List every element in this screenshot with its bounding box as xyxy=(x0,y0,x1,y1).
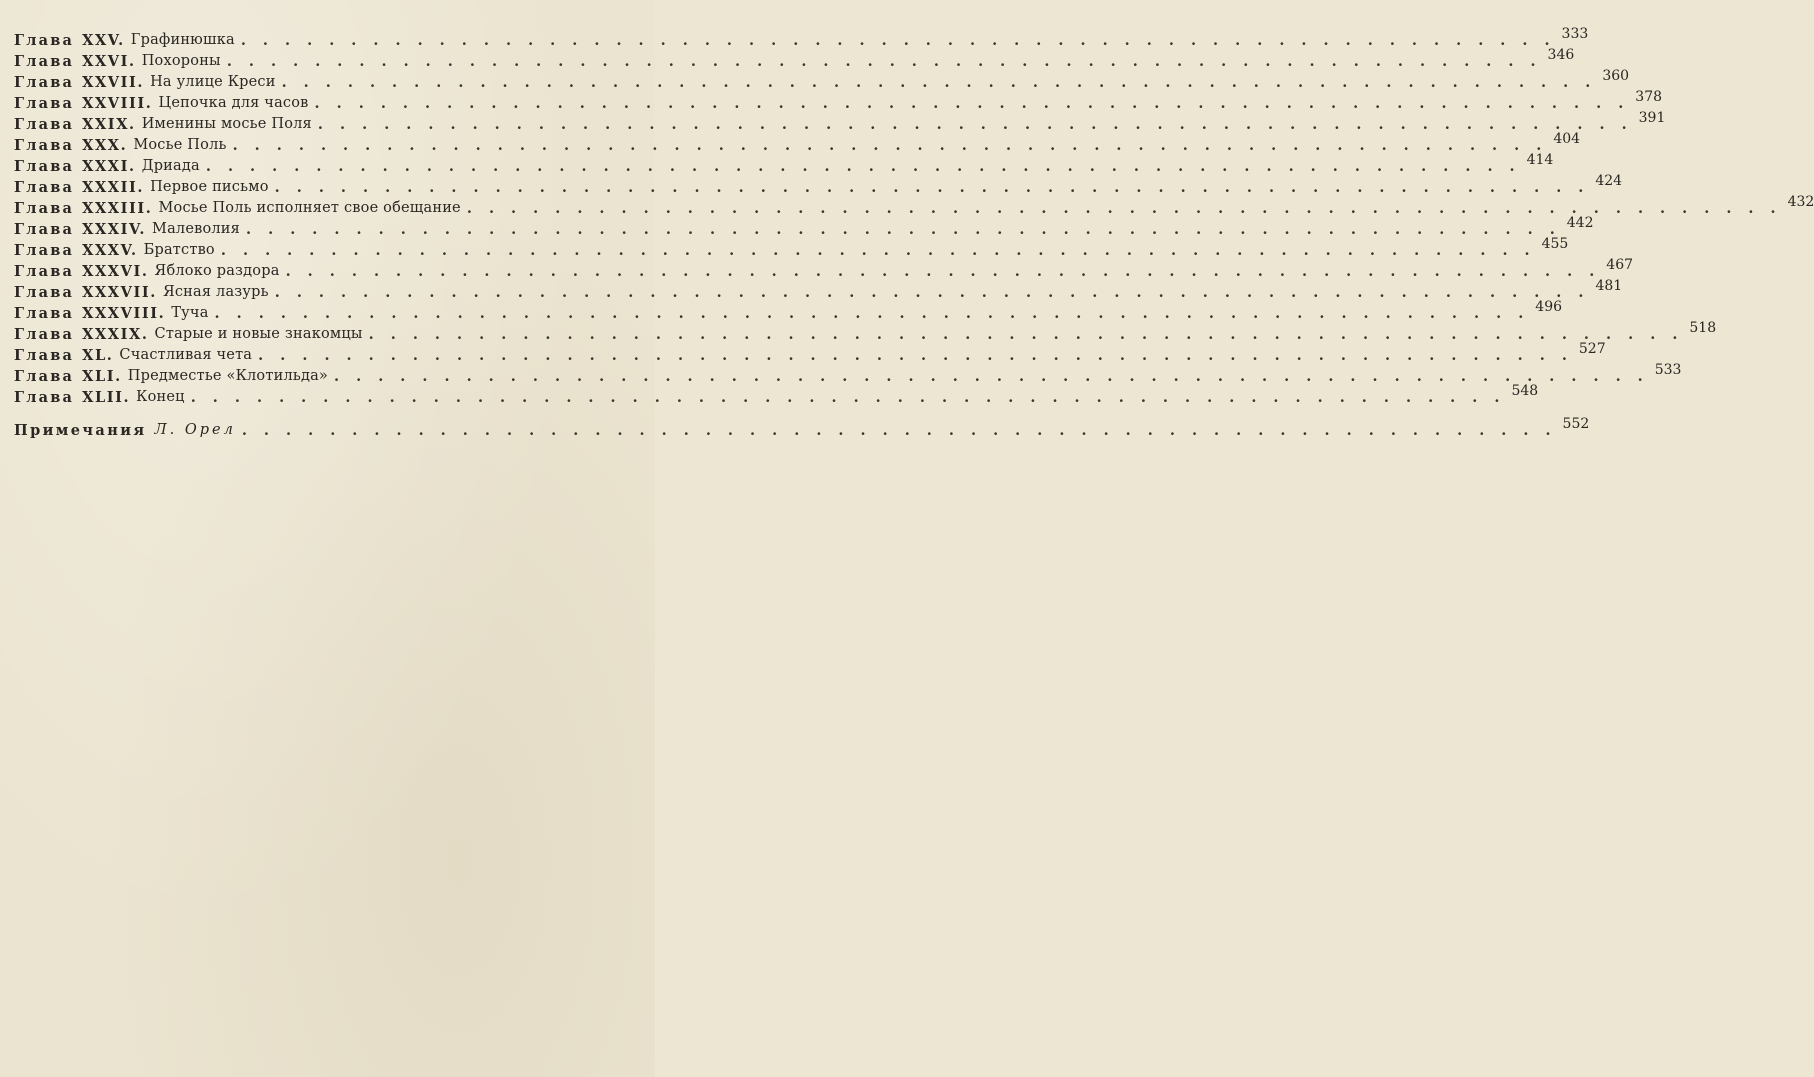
chapter-title: Дриада xyxy=(141,158,200,174)
chapter-number: XXVII. xyxy=(82,74,145,91)
notes-author: Л. Орел xyxy=(154,422,236,438)
chapter-page-number: 481 xyxy=(1595,278,1623,294)
toc-entry xyxy=(14,278,1623,301)
chapter-label: Глава xyxy=(14,263,75,280)
toc-entry xyxy=(14,47,1575,70)
chapter-title: Ясная лазурь xyxy=(162,284,269,300)
chapter-page-number: 527 xyxy=(1578,341,1606,357)
chapter-label: Глава xyxy=(14,74,75,91)
chapter-page-number: 533 xyxy=(1654,362,1682,378)
toc-entry xyxy=(14,299,1563,322)
chapter-title: Старые и новые знакомцы xyxy=(154,326,363,342)
chapter-page-number: 346 xyxy=(1547,47,1575,63)
chapter-page-number: 442 xyxy=(1566,215,1594,231)
chapter-number: XXXIV. xyxy=(82,221,147,238)
chapter-label: Глава xyxy=(14,116,75,133)
chapter-number: XXX. xyxy=(82,137,128,154)
dot-leader: . . . . . . . . . . . . . . . . . . . . . . . . . . . . . . . . . . . . . . . . . . . . . . . . . . . . . . . . . . . . xyxy=(466,200,1782,217)
chapter-title: Именины мосье Поля xyxy=(141,116,312,132)
toc-entry xyxy=(14,131,1581,154)
dot-leader: . . . . . . . . . . . . . . . . . . . . . . . . . . . . . . . . . . . . . . . . . . . . . . . . . . . . . . . . . . . . xyxy=(285,263,1601,280)
dot-leader: . . . . . . . . . . . . . . . . . . . . . . . . . . . . . . . . . . . . . . . . . . . . . . . . . . . . . . . . . . . . xyxy=(274,179,1590,196)
chapter-number: XXXVIII. xyxy=(82,305,166,322)
toc-entry xyxy=(14,215,1594,238)
chapter-page-number: 548 xyxy=(1511,383,1539,399)
dot-leader: . . . . . . . . . . . . . . . . . . . . . . . . . . . . . . . . . . . . . . . . . . . . . . . . . . . . . . . . . . . . xyxy=(232,137,1548,154)
chapter-page-number: 467 xyxy=(1606,257,1634,273)
dot-leader: . . . . . . . . . . . . . . . . . . . . . . . . . . . . . . . . . . . . . . . . . . . . . . . . . . . . . . . . . . . . xyxy=(214,305,1530,322)
chapter-title: Яблоко раздора xyxy=(154,263,280,279)
chapter-page-number: 518 xyxy=(1689,320,1717,336)
chapter-label: Глава xyxy=(14,326,75,343)
chapter-label: Глава xyxy=(14,368,75,385)
chapter-page-number: 391 xyxy=(1638,110,1666,126)
toc-entry xyxy=(14,362,1682,385)
chapter-title: Конец xyxy=(136,389,185,405)
chapter-title: Предместье «Клотильда» xyxy=(127,368,328,384)
chapter-title: Первое письмо xyxy=(150,179,269,195)
dot-leader: . . . . . . . . . . . . . . . . . . . . . . . . . . . . . . . . . . . . . . . . . . . . . . . . . . . . . . . . . . . . xyxy=(368,326,1684,343)
chapter-number: XXXVII. xyxy=(82,284,157,301)
chapter-number: XXXI. xyxy=(82,158,136,175)
toc-entry xyxy=(14,236,1569,259)
toc-entry xyxy=(14,257,1634,280)
toc-entry xyxy=(14,341,1606,364)
chapter-page-number: 404 xyxy=(1553,131,1581,147)
chapter-page-number: 333 xyxy=(1561,26,1589,42)
chapter-label: Глава xyxy=(14,95,75,112)
dot-leader: . . . . . . . . . . . . . . . . . . . . . . . . . . . . . . . . . . . . . . . . . . . . . . . . . . . . . . . . . . . . xyxy=(317,116,1633,133)
toc-notes-row xyxy=(14,416,1590,439)
dot-leader: . . . . . . . . . . . . . . . . . . . . . . . . . . . . . . . . . . . . . . . . . . . . . . . . . . . . . . . . . . . . xyxy=(281,74,1597,91)
chapter-title: Цепочка для часов xyxy=(158,95,309,111)
chapter-number: XXXIX. xyxy=(82,326,149,343)
chapter-label: Глава xyxy=(14,347,75,364)
chapter-page-number: 378 xyxy=(1635,89,1663,105)
chapter-title: На улице Креси xyxy=(150,74,276,90)
toc-entry xyxy=(14,26,1589,49)
chapter-number: XL. xyxy=(82,347,114,364)
chapter-title: Малеволия xyxy=(152,221,241,237)
chapter-label: Глава xyxy=(14,284,75,301)
chapter-page-number: 360 xyxy=(1602,68,1630,84)
chapter-label: Глава xyxy=(14,53,75,70)
toc-entries xyxy=(14,26,1814,406)
dot-leader: . . . . . . . . . . . . . . . . . . . . . . . . . . . . . . . . . . . . . . . . . . . . . . . . . . . . . . . . . . . . xyxy=(258,347,1573,364)
notes-page-number: 552 xyxy=(1562,416,1590,432)
chapter-page-number: 414 xyxy=(1526,152,1554,168)
chapter-label: Глава xyxy=(14,242,75,259)
toc-entry xyxy=(14,110,1666,133)
dot-leader: . . . . . . . . . . . . . . . . . . . . . . . . . . . . . . . . . . . . . . . . . . . . . . . . . . . . . . . . . . . . xyxy=(240,32,1556,49)
chapter-label: Глава xyxy=(14,305,75,322)
toc-entry xyxy=(14,194,1814,217)
chapter-title: Похороны xyxy=(141,53,221,69)
toc-entry xyxy=(14,320,1717,343)
chapter-label: Глава xyxy=(14,389,75,406)
chapter-title: Мосье Поль xyxy=(133,137,227,153)
chapter-title: Графинюшка xyxy=(130,32,235,48)
chapter-number: XXV. xyxy=(82,32,125,49)
chapter-page-number: 496 xyxy=(1535,299,1563,315)
chapter-title: Мосье Поль исполняет свое обещание xyxy=(158,200,461,216)
chapter-page-number: 432 xyxy=(1787,194,1814,210)
chapter-number: XXXIII. xyxy=(82,200,153,217)
chapter-page-number: 455 xyxy=(1541,236,1569,252)
dot-leader: . . . . . . . . . . . . . . . . . . . . . . . . . . . . . . . . . . . . . . . . . . . . . . . . . . . . . . . . . . . . xyxy=(241,422,1557,439)
chapter-title: Туча xyxy=(171,305,209,321)
chapter-label: Глава xyxy=(14,158,75,175)
dot-leader: . . . . . . . . . . . . . . . . . . . . . . . . . . . . . . . . . . . . . . . . . . . . . . . . . . . . . . . . . . . . xyxy=(226,53,1542,70)
chapter-number: XXXII. xyxy=(82,179,145,196)
dot-leader: . . . . . . . . . . . . . . . . . . . . . . . . . . . . . . . . . . . . . . . . . . . . . . . . . . . . . . . . . . . . xyxy=(274,284,1590,301)
toc-entry xyxy=(14,152,1554,175)
notes-label: Примечания xyxy=(14,422,147,439)
chapter-number: XLI. xyxy=(82,368,122,385)
table-of-contents xyxy=(14,26,1814,439)
chapter-label: Глава xyxy=(14,32,75,49)
chapter-number: XXXVI. xyxy=(82,263,149,280)
chapter-number: XLII. xyxy=(82,389,131,406)
dot-leader: . . . . . . . . . . . . . . . . . . . . . . . . . . . . . . . . . . . . . . . . . . . . . . . . . . . . . . . . . . . . xyxy=(205,158,1521,175)
toc-entry xyxy=(14,173,1623,196)
chapter-number: XXXV. xyxy=(82,242,138,259)
chapter-label: Глава xyxy=(14,137,75,154)
chapter-number: XXVIII. xyxy=(82,95,153,112)
chapter-label: Глава xyxy=(14,200,75,217)
chapter-label: Глава xyxy=(14,221,75,238)
chapter-title: Счастливая чета xyxy=(119,347,253,363)
dot-leader: . . . . . . . . . . . . . . . . . . . . . . . . . . . . . . . . . . . . . . . . . . . . . . . . . . . . . . . . . . . . xyxy=(314,95,1630,112)
toc-entry xyxy=(14,68,1630,91)
toc-entry xyxy=(14,383,1539,406)
dot-leader: . . . . . . . . . . . . . . . . . . . . . . . . . . . . . . . . . . . . . . . . . . . . . . . . . . . . . . . . . . . . xyxy=(220,242,1536,259)
dot-leader: . . . . . . . . . . . . . . . . . . . . . . . . . . . . . . . . . . . . . . . . . . . . . . . . . . . . . . . . . . . . xyxy=(246,221,1561,238)
dot-leader: . . . . . . . . . . . . . . . . . . . . . . . . . . . . . . . . . . . . . . . . . . . . . . . . . . . . . . . . . . . . xyxy=(334,368,1649,385)
chapter-page-number: 424 xyxy=(1595,173,1623,189)
dot-leader: . . . . . . . . . . . . . . . . . . . . . . . . . . . . . . . . . . . . . . . . . . . . . . . . . . . . . . . . . . . . xyxy=(190,389,1506,406)
chapter-number: XXVI. xyxy=(82,53,136,70)
chapter-number: XXIX. xyxy=(82,116,136,133)
chapter-label: Глава xyxy=(14,179,75,196)
toc-entry xyxy=(14,89,1663,112)
chapter-title: Братство xyxy=(143,242,215,258)
